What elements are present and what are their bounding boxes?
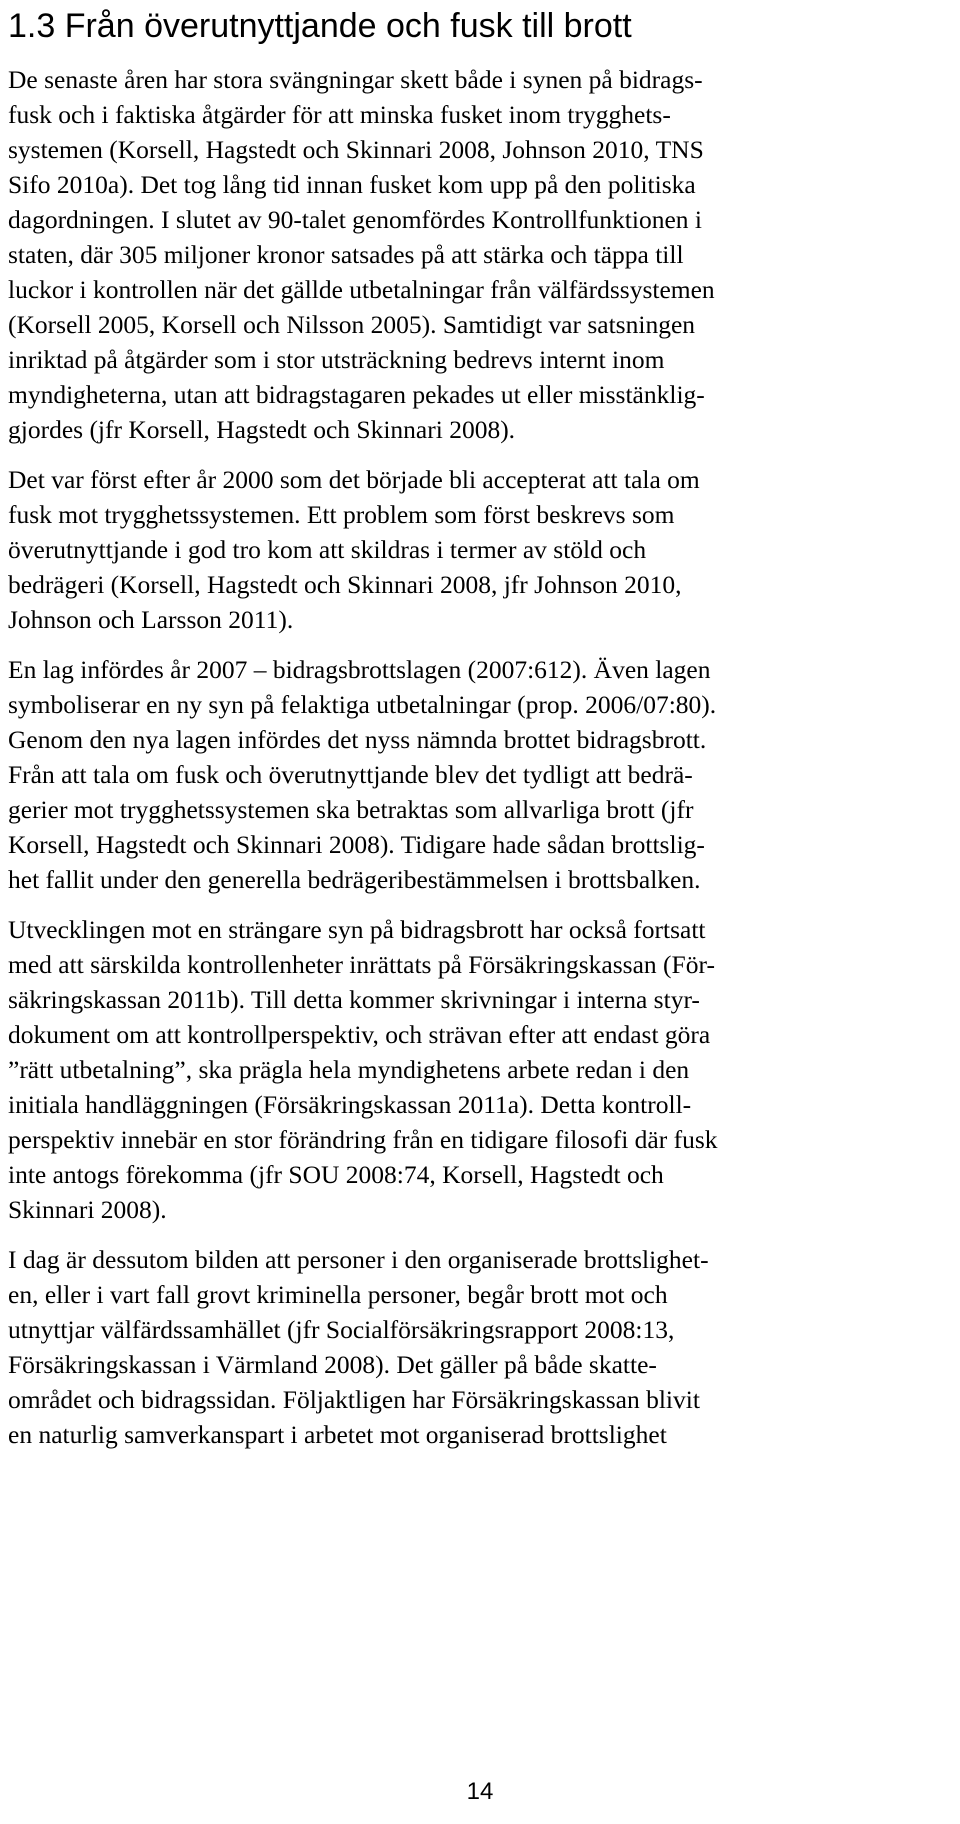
page-number: 14	[466, 1778, 494, 1805]
paragraph-5: I dag är dessutom bilden att personer i den organiserade brottslighet- en, eller i vart fall grovt kriminella personer, begår brott mot och utnyttjar välfärdssamhället (jfr Socialförsäkringsrapport 2008:13, Försäkringskassan i Värmland 2008). Det gäller på både skatte- området och bidragssidan. Följaktligen har Försäkringskassan blivit en naturlig samverkanspart i arbetet mot organiserad brottslighet	[8, 1245, 709, 1449]
document-page	[8, 0, 948, 1467]
paragraph-1: De senaste åren har stora svängningar skett både i synen på bidrags- fusk och i faktiska åtgärder för att minska fusket inom trygghets- systemen (Korsell, Hagstedt och Skinnari 2008, Johnson 2010, TNS Sifo 2010a). Det tog lång tid innan fusket kom upp på den politiska dagordningen. I slutet av 90-talet genomfördes Kontrollfunktionen i staten, där 305 miljoner kronor satsades på att stärka och täppa till luckor i kontrollen när det gällde utbetalningar från välfärdssystemen (Korsell 2005, Korsell och Nilsson 2005). Samtidigt var satsningen inriktad på åtgärder som i stor utsträckning bedrevs internt inom myndigheterna, utan att bidragstagaren pekades ut eller misstänklig- gjordes (jfr Korsell, Hagstedt och Skinnari 2008).	[8, 65, 715, 444]
paragraph-2: Det var först efter år 2000 som det började bli accepterat att tala om fusk mot trygghetssystemen. Ett problem som först beskrevs som överutnyttjande i god tro kom att skildras i termer av stöld och bedrägeri (Korsell, Hagstedt och Skinnari 2008, jfr Johnson 2010, Johnson och Larsson 2011).	[8, 465, 700, 634]
section-heading: 1.3 Från överutnyttjande och fusk till brott	[8, 7, 632, 45]
paragraph-3: En lag infördes år 2007 – bidragsbrottslagen (2007:612). Även lagen symboliserar en ny syn på felaktiga utbetalningar (prop. 2006/07:80). Genom den nya lagen infördes det nyss nämnda brottet bidragsbrott. Från att tala om fusk och överutnyttjande blev det tydligt att bedrä- gerier mot trygghetssystemen ska betraktas som allvarliga brott (jfr Korsell, Hagstedt och Skinnari 2008). Tidigare hade sådan brottslig- het fallit under den generella bedrägeribestämmelsen i brottsbalken.	[8, 655, 717, 894]
paragraph-4: Utvecklingen mot en strängare syn på bidragsbrott har också fortsatt med att särskilda kontrollenheter inrättats på Försäkringskassan (För- säkringskassan 2011b). Till detta kommer skrivningar i interna styr- dokument om att kontrollperspektiv, och strävan efter att endast göra ”rätt utbetalning”, ska prägla hela myndighetens arbete redan i den initiala handläggningen (Försäkringskassan 2011a). Detta kontroll- perspektiv innebär en stor förändring från en tidigare filosofi där fusk inte antogs förekomma (jfr SOU 2008:74, Korsell, Hagstedt och Skinnari 2008).	[8, 915, 718, 1224]
